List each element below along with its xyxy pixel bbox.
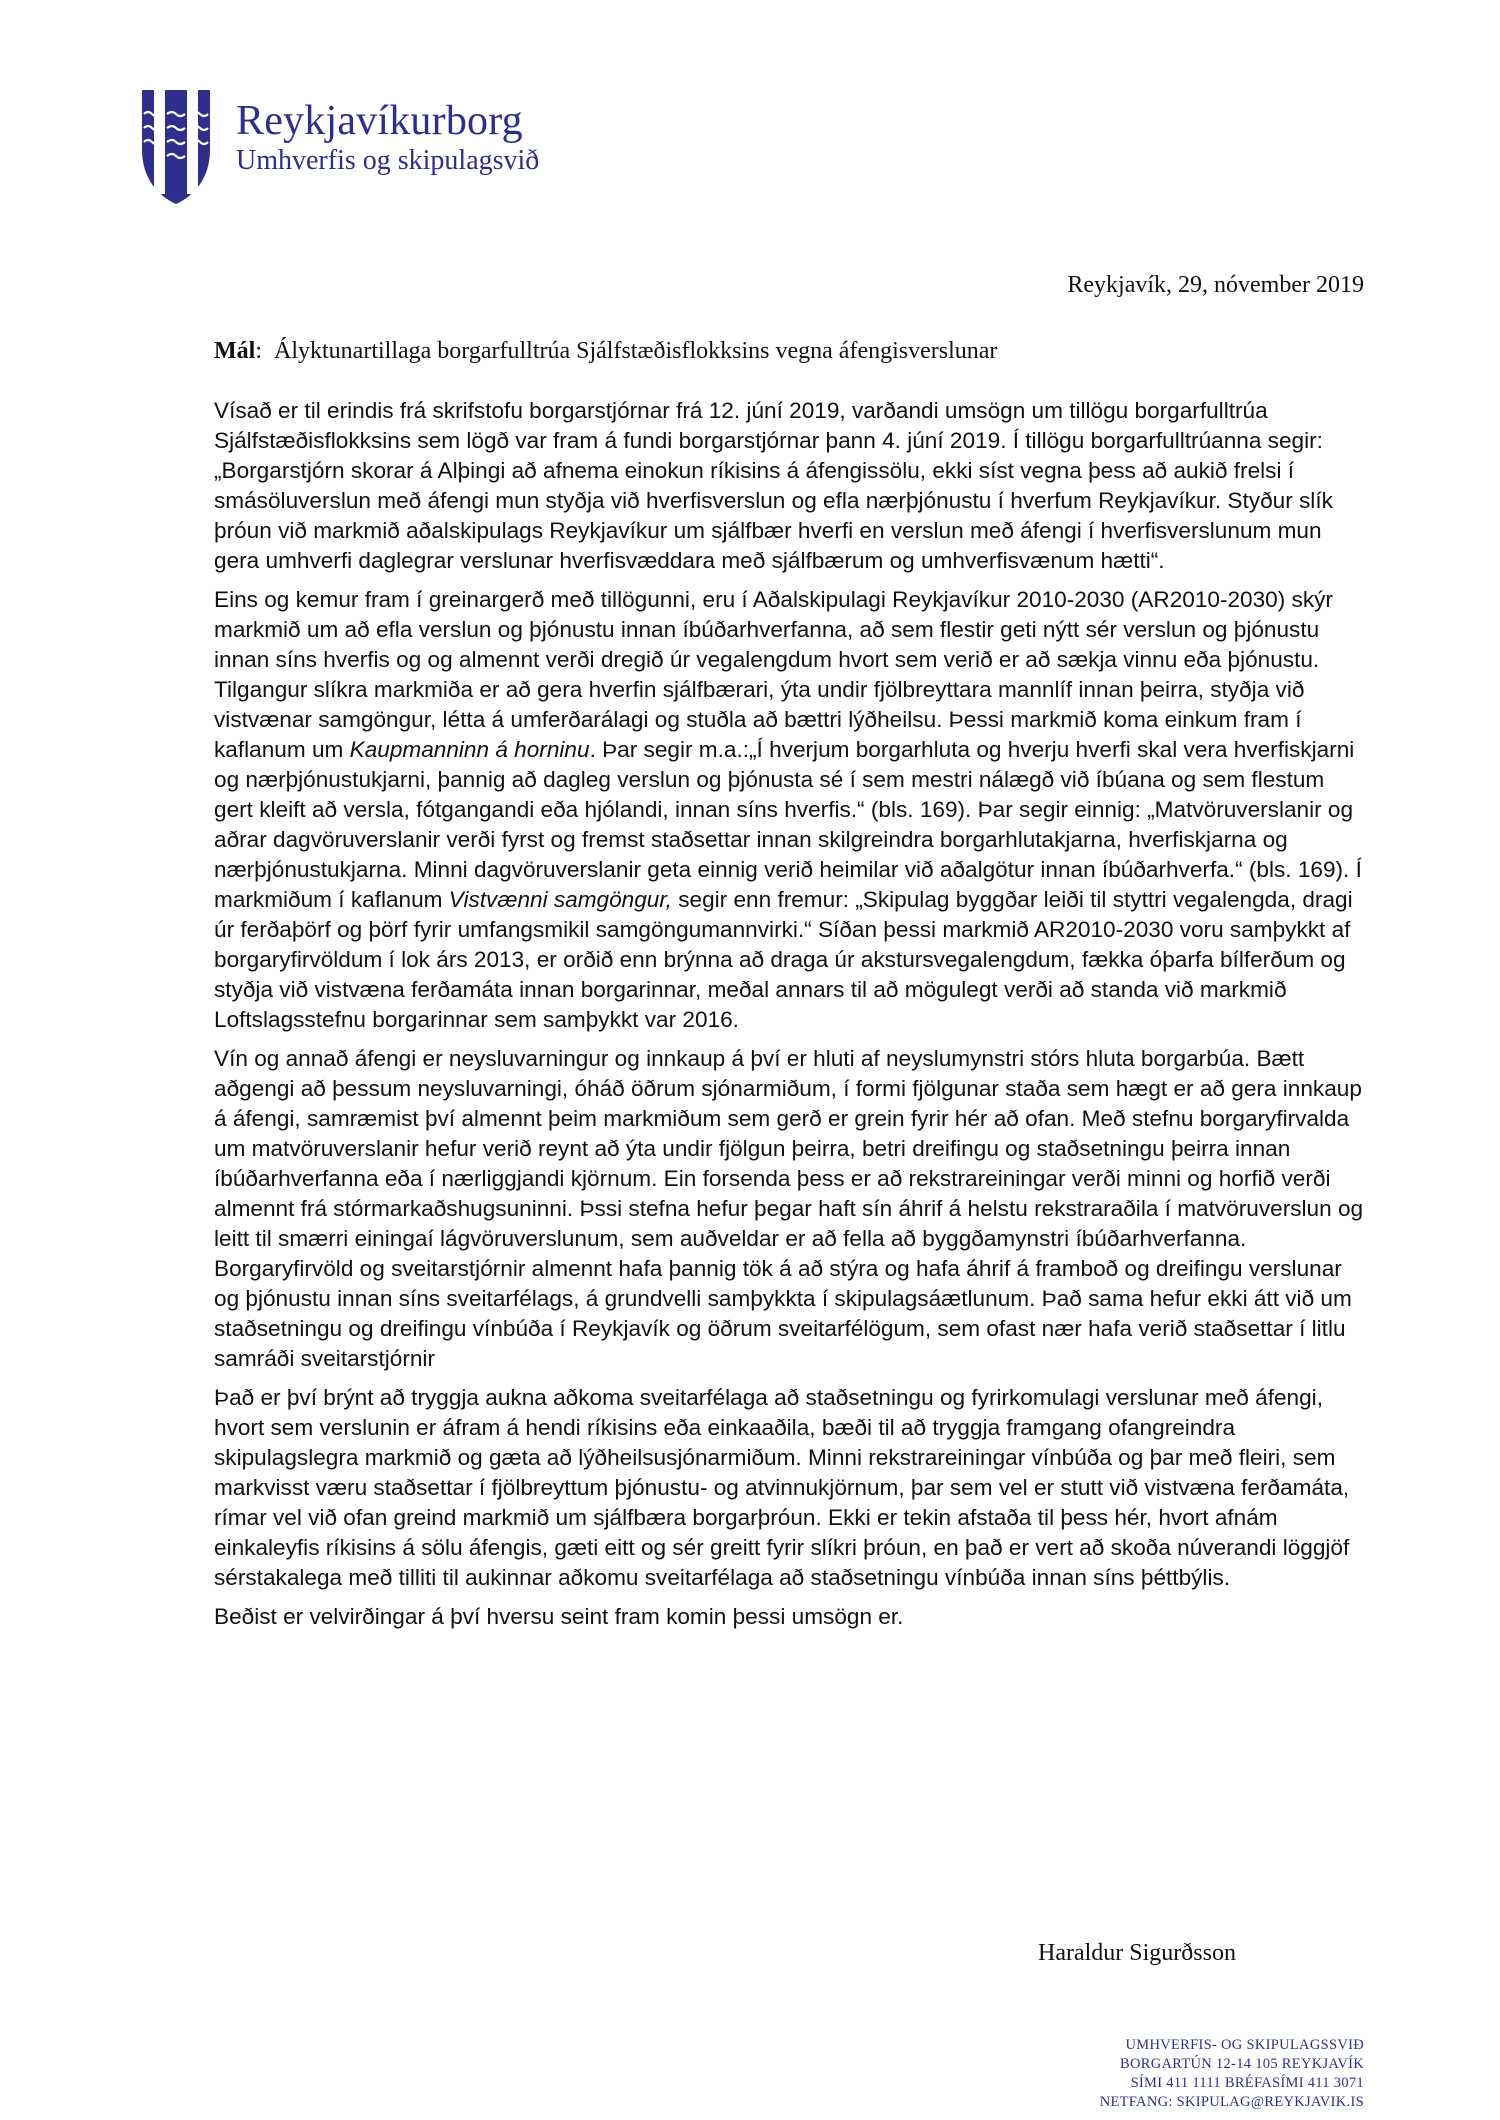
letterhead (140, 88, 539, 206)
footer-line-phone: SÍMI 411 1111 BRÉFASÍMI 411 3071 (1130, 2075, 1364, 2091)
body-paragraph-2-part-a: Eins og kemur fram í greinargerð með tillögunni, eru í Aðalskipulagi Reykjavíkur 2010-2030 (AR2010-2030) skýr markmið um að efla verslun og þjónustu innan íbúðarhverfanna, að sem flestir geti nýtt sér verslun og þjónustu innan síns hverfis og og almennt verði dregið úr vegalengdum hvort sem verið er að sækja vinnu eða þjónustu. Tilgangur slíkra markmiða er að gera hverfin sjálfbærari, ýta undir fjölbreyttara mannlíf innan þeirra, styðja við vistvænar samgöngur, létta á umferðarálagi og stuðla að bættri lýðheilsu. Þessi markmið koma einkum fram í kaflanum um (214, 587, 1333, 762)
body-paragraph-3: Vín og annað áfengi er neysluvarningur og innkaup á því er hluti af neyslumynstri stórs hluta borgarbúa. Bætt aðgengi að þessum neysluvarningi, óháð öðrum sjónarmiðum, í formi fjölgunar staða sem hægt er að gera innkaup á áfengi, samræmist því almennt þeim markmiðum sem gerð er grein fyrir hér að ofan. Með stefnu borgaryfirvalda um matvöruverslanir hefur verið reynt að ýta undir fjölgun þeirra, betri dreifingu og staðsetningu þeirra innan íbúðarhverfanna eða í nærliggjandi kjörnum. Ein forsenda þess er að rekstrareiningar verði minni og horfið verði almennt frá stórmarkaðshugsuninni. Þssi stefna hefur þegar haft sín áhrif á helstu rekstraraðila í matvöruverslun og leitt til smærri einingaí lágvöruverslunum, sem auðveldar er að fella að byggðamynstri íbúðarhverfanna. Borgaryfirvöld og sveitarstjórnir almennt hafa þannig tök á að stýra og hafa áhrif á framboð og dreifingu verslunar og þjónustu innan síns sveitarfélags, á grundvelli samþykkta í skipulagsáætlunum. Það sama hefur ekki átt við um staðsetningu og dreifingu vínbúða í Reykjavík og öðrum sveitarfélögum, sem ofast nær hafa verið staðsettar í litlu samráði sveitarstjórnir (214, 1046, 1364, 1371)
signature-name: Haraldur Sigurðsson (1038, 1940, 1236, 1966)
body-paragraph-2-emphasis-1: Kaupmanninn á horninu (349, 737, 590, 762)
footer-line-department: UMHVERFIS- OG SKIPULAGSSVIÐ (1125, 2037, 1364, 2053)
body-paragraph-2 (214, 585, 1364, 1035)
body-paragraph-5: Beðist er velvirðingar á því hversu seint fram komin þessi umsögn er. (214, 1604, 904, 1629)
body-paragraph-2-part-c: segir enn fremur: „Skipulag byggðar leiði til styttri vegalengda, dragi úr ferðaþörf og þörf fyrir umfangsmikil samgöngumannvirki.“ Síðan þessi markmið AR2010-2030 voru samþykkt af borgaryfirvöldum í lok árs 2013, er orðið enn brýnna að draga úr akstursvegalengdum, fækka óþarfa bílferðum og styðja við vistvæna ferðamáta innan borgarinnar, meðal annars til að mögulegt verði að standa við markmið Loftslagsstefnu borgarinnar sem samþykkt var 2016. (214, 887, 1353, 1032)
subject-label: Mál (214, 338, 256, 364)
letter-body (214, 396, 1364, 1641)
body-paragraph-1: Vísað er til erindis frá skrifstofu borgarstjórnar frá 12. júní 2019, varðandi umsögn um tillögu borgarfulltrúa Sjálfstæðisflokksins sem lögð var fram á fundi borgarstjórnar þann 4. júní 2019. Í tillögu borgarfulltrúanna segir: „Borgarstjórn skorar á Alþingi að afnema einokun ríkisins á áfengissölu, ekki síst vegna þess að aukið frelsi í smásöluverslun með áfengi mun styðja við hverfisverslun og efla nærþjónustu í hverfum Reykjavíkur. Styður slík þróun við markmið aðalskipulags Reykjavíkur um sjálfbær hverfi en verslun með áfengi í hverfisverslunum mun gera umhverfi daglegrar verslunar hverfisvæddara með sjálfbærum og umhverfisvænum hætti“. (214, 398, 1333, 573)
department-name: Umhverfis og skipulagsvið (236, 145, 540, 176)
subject-text: Ályktunartillaga borgarfulltrúa Sjálfstæðisflokksins vegna áfengisverslunar (274, 338, 998, 364)
organization-name: Reykjavíkurborg (236, 98, 523, 144)
footer-line-address: BORGARTÚN 12-14 105 REYKJAVÍK (1120, 2056, 1364, 2072)
letter-date: Reykjavík, 29, nóvember 2019 (1067, 272, 1364, 298)
body-paragraph-2-part-b: . Þar segir m.a.:„Í hverjum borgarhluta og hverju hverfi skal vera hverfiskjarni og nærþjónustukjarni, þannig að dagleg verslun og þjónusta sé í sem mestri nálægð við íbúana og sem flestum gert kleift að versla, fótgangandi eða hjólandi, innan síns hverfis.“ (bls. 169). Þar segir einnig: „Matvöruverslanir og aðrar dagvöruverslanir verði fyrst og fremst staðsettar innan skilgreindra borgarhlutakjarna, hverfiskjarna og nærþjónustukjarna. Minni dagvöruverslanir geta einnig verið heimilar við aðalgötur innan íbúðarhverfa.“ (bls. 169). Í markmiðum í kaflanum (214, 737, 1362, 912)
footer-line-email: NETFANG: SKIPULAG@REYKJAVIK.IS (1099, 2094, 1364, 2110)
body-paragraph-2-emphasis-2: Vistvænni samgöngur, (448, 887, 672, 912)
footer-contact (1100, 2036, 1364, 2112)
subject-separator: : (255, 338, 262, 364)
body-paragraph-4: Það er því brýnt að tryggja aukna aðkoma sveitarfélaga að staðsetningu og fyrirkomulagi verslunar með áfengi, hvort sem verslunin er áfram á hendi ríkisins eða einkaaðila, bæði til að tryggja framgang ofangreindra skipulagslegra markmið og gæta að lýðheilsusjónarmiðum. Minni rekstrareiningar vínbúða og þar með fleiri, sem markvisst væru staðsettar í fjölbreyttum þjónustu- og atvinnukjörnum, þar sem vel er stutt við vistvæna ferðamáta, rímar vel við ofan greind markmið um sjálfbæra borgarþróun. Ekki er tekin afstaða til þess hér, hvort afnám einkaleyfis ríkisins á sölu áfengis, gæti eitt og sér greitt fyrir slíkri þróun, en það er vert að skoða núverandi löggjöf sérstakalega með tilliti til aukinnar aðkomu sveitarfélaga að staðsetningu vínbúða innan síns þéttbýlis. (214, 1385, 1350, 1590)
subject-line (214, 338, 997, 365)
letterhead-text (236, 98, 539, 178)
reykjavik-crest-logo (140, 88, 212, 206)
